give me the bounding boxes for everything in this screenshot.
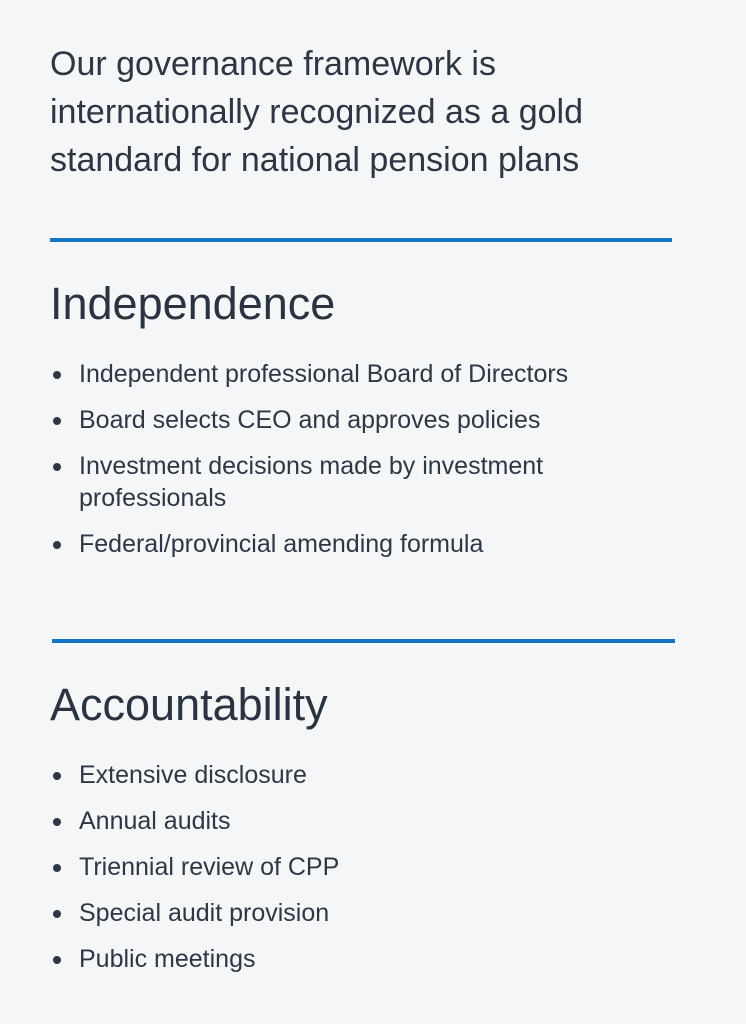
list-item bbox=[50, 404, 690, 436]
list-item bbox=[50, 897, 690, 929]
section-title-accountability: Accountability bbox=[50, 679, 328, 730]
section-title-independence: Independence bbox=[50, 278, 336, 329]
section-divider bbox=[50, 238, 672, 242]
bullet-icon bbox=[53, 772, 61, 780]
bullet-icon bbox=[53, 864, 61, 872]
list-item-text: Board selects CEO and approves policies bbox=[79, 406, 541, 434]
list-item bbox=[50, 450, 690, 514]
bullet-icon bbox=[53, 371, 61, 379]
section-divider bbox=[52, 639, 675, 643]
list-item bbox=[50, 759, 690, 791]
list-item bbox=[50, 358, 690, 390]
list-item-text: Independent professional Board of Directors bbox=[79, 360, 569, 388]
independence-list bbox=[50, 358, 690, 574]
list-item bbox=[50, 851, 690, 883]
list-item-text: Investment decisions made by investment professionals bbox=[79, 452, 544, 512]
bullet-icon bbox=[53, 818, 61, 826]
bullet-icon bbox=[53, 956, 61, 964]
list-item-text: Special audit provision bbox=[79, 899, 330, 927]
bullet-icon bbox=[53, 910, 61, 918]
bullet-icon bbox=[53, 417, 61, 425]
list-item bbox=[50, 943, 690, 975]
intro-statement: Our governance framework is internationally recognized as a gold standard for national pension plans bbox=[50, 45, 584, 179]
list-item-text: Triennial review of CPP bbox=[79, 853, 340, 881]
list-item bbox=[50, 528, 690, 560]
list-item-text: Annual audits bbox=[79, 807, 231, 835]
accountability-list bbox=[50, 759, 690, 989]
bullet-icon bbox=[53, 463, 61, 471]
list-item-text: Extensive disclosure bbox=[79, 761, 307, 789]
list-item-text: Public meetings bbox=[79, 945, 256, 973]
bullet-icon bbox=[53, 541, 61, 549]
list-item bbox=[50, 805, 690, 837]
list-item-text: Federal/provincial amending formula bbox=[79, 530, 484, 558]
